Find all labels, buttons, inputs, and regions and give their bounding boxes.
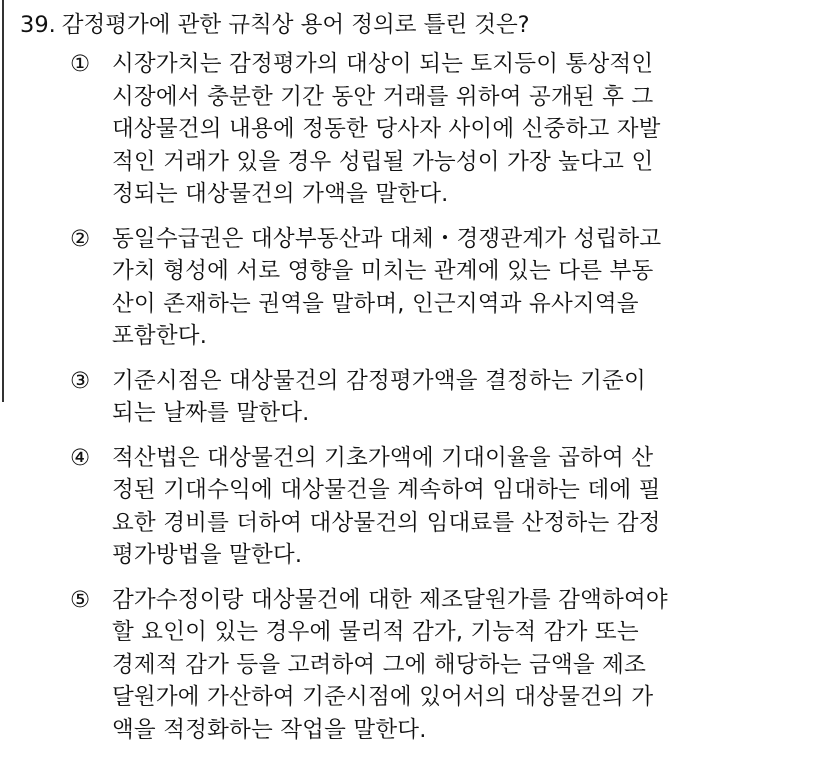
option-text-line: 시장에서 충분한 기간 동안 거래를 위하여 공개된 후 그	[112, 83, 654, 110]
option-text-line: 경제적 감가 등을 고려하여 그에 해당하는 금액을 제조	[112, 651, 647, 678]
option-text-line: 감가수정이랑 대상물건에 대한 제조달원가를 감액하여야	[112, 586, 668, 613]
option-marker: ①	[70, 51, 91, 77]
option-text-line: 시장가치는 감정평가의 대상이 되는 토지등이 통상적인	[112, 51, 654, 77]
option-marker: ②	[70, 225, 91, 252]
option-1[interactable]	[20, 48, 810, 211]
option-text-line: 가치 형성에 서로 영향을 미치는 관계에 있는 다른 부동	[112, 258, 654, 284]
option-4[interactable]	[20, 442, 810, 572]
option-list	[20, 48, 810, 746]
left-margin-rule	[2, 0, 4, 402]
option-text-line: 요한 경비를 더하여 대상물건의 임대료를 산정하는 감정	[112, 509, 661, 536]
question-39	[20, 8, 810, 758]
option-text-line: 기준시점은 대상물건의 감정평가액을 결정하는 기준이	[112, 367, 646, 394]
option-text-line: 달원가에 가산하여 기준시점에 있어서의 대상물건의 가	[112, 684, 654, 710]
option-marker: ⑤	[70, 586, 91, 613]
option-text-line: 할 요인이 있는 경우에 물리적 감가, 기능적 감가 또는	[112, 619, 639, 645]
option-text-line: 액을 적정화하는 작업을 말한다.	[112, 716, 427, 743]
option-marker: ④	[70, 444, 91, 471]
option-text-line: 정된 기대수익에 대상물건을 계속하여 임대하는 데에 필	[112, 477, 661, 503]
question-stem: 감정평가에 관한 규칙상 용어 정의로 틀린 것은?	[61, 12, 530, 38]
option-text-line: 적산법은 대상물건의 기초가액에 기대이율을 곱하여 산	[112, 444, 654, 471]
option-text-line: 적인 거래가 있을 경우 성립될 가능성이 가장 높다고 인	[112, 148, 654, 175]
option-marker: ③	[70, 367, 91, 394]
option-text-line: 정되는 대상물건의 가액을 말한다.	[112, 181, 449, 207]
option-text-line: 산이 존재하는 권역을 말하며, 인근지역과 유사지역을	[112, 290, 639, 317]
option-2[interactable]	[20, 223, 810, 353]
option-text-line: 대상물건의 내용에 정동한 당사자 사이에 신중하고 자발	[112, 116, 661, 142]
option-text-line: 동일수급권은 대상부동산과 대체・경쟁관계가 성립하고	[112, 225, 662, 252]
option-5[interactable]	[20, 584, 810, 747]
option-text-line: 되는 날짜를 말한다.	[112, 400, 310, 426]
option-text-line: 포함한다.	[112, 323, 208, 349]
option-3[interactable]	[20, 365, 810, 430]
question-title	[20, 8, 810, 42]
option-text-line: 평가방법을 말한다.	[112, 542, 303, 568]
question-number: 39.	[20, 12, 56, 38]
